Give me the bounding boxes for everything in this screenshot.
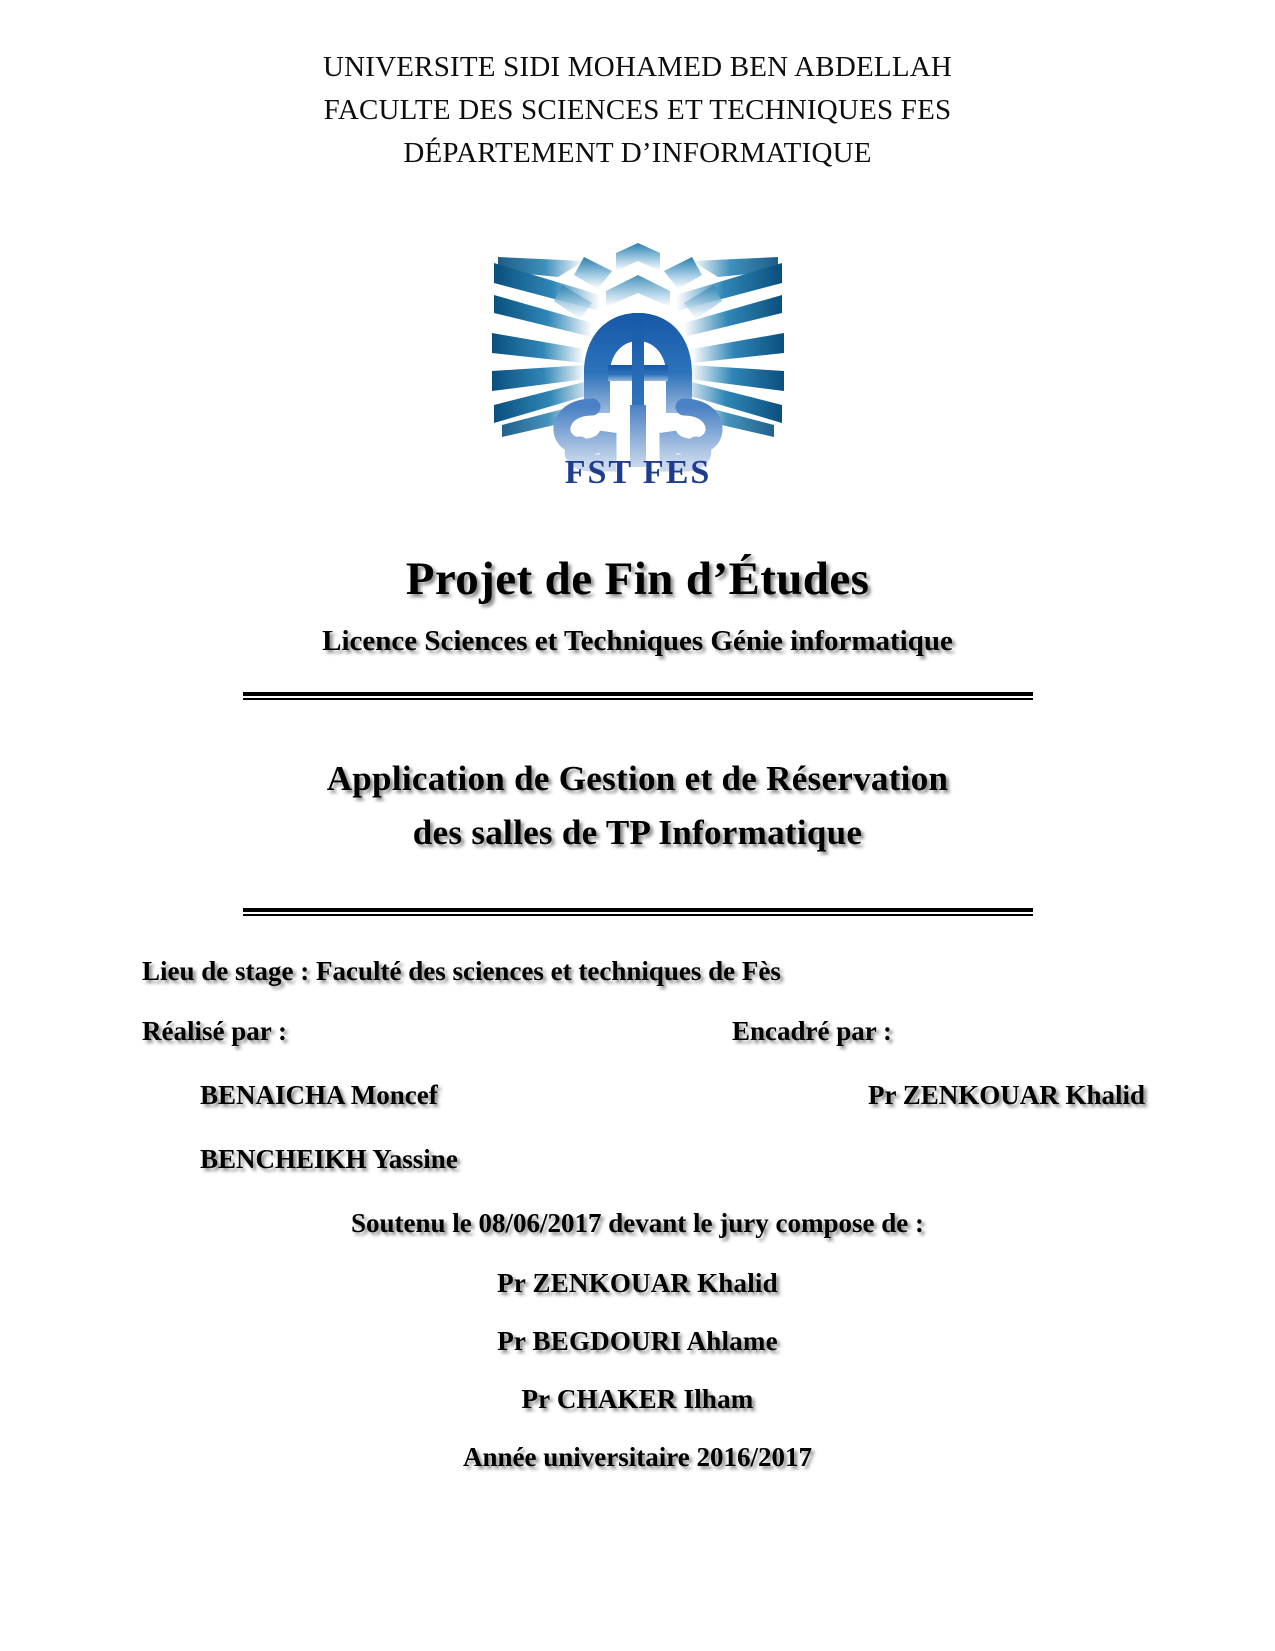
credits-labels-row [142, 1012, 1155, 1050]
credits-columns [142, 1012, 1155, 1178]
page-title: Projet de Fin d’Études [405, 553, 870, 605]
jury-member-2: Pr BEGDOURI Ahlame [497, 1326, 778, 1356]
logo-container [0, 237, 1275, 487]
jury-member-1: Pr ZENKOUAR Khalid [497, 1268, 778, 1298]
department-name: DÉPARTEMENT D’INFORMATIQUE [403, 137, 872, 169]
realised-by-label: Réalisé par : [142, 1016, 287, 1046]
divider-top [243, 692, 1033, 700]
university-name: UNIVERSITE SIDI MOHAMED BEN ABDELLAH [322, 51, 953, 83]
internship-location: Lieu de stage : Faculté des sciences et techniques de Fès [142, 956, 781, 986]
logo-crown [554, 243, 722, 319]
info-block [0, 952, 1275, 1178]
supervised-by-label: Encadré par : [732, 1016, 892, 1046]
defense-heading: Soutenu le 08/06/2017 devant le jury compose de : [351, 1208, 924, 1238]
logo-caption: FST FES [564, 454, 711, 487]
divider-bottom [243, 908, 1033, 916]
credits-row-1 [142, 1076, 1155, 1114]
institution-header [0, 0, 1275, 175]
student-name-2: BENCHEIKH Yassine [200, 1144, 458, 1174]
fst-fes-logo-icon [488, 237, 788, 487]
faculty-name: FACULTE DES SCIENCES ET TECHNIQUES FES [323, 94, 952, 126]
project-title [0, 752, 1275, 860]
credits-row-2 [142, 1140, 1155, 1178]
page-subtitle: Licence Sciences et Techniques Génie informatique [322, 625, 953, 657]
project-title-line-1: Application de Gestion et de Réservation [326, 759, 949, 798]
supervisor-name-1: Pr ZENKOUAR Khalid [868, 1080, 1146, 1110]
academic-year: Année universitaire 2016/2017 [463, 1442, 812, 1472]
jury-member-3: Pr CHAKER Ilham [521, 1384, 754, 1414]
jury-block [0, 1204, 1275, 1476]
project-title-line-2: des salles de TP Informatique [412, 813, 863, 852]
student-name-1: BENAICHA Moncef [200, 1080, 438, 1110]
